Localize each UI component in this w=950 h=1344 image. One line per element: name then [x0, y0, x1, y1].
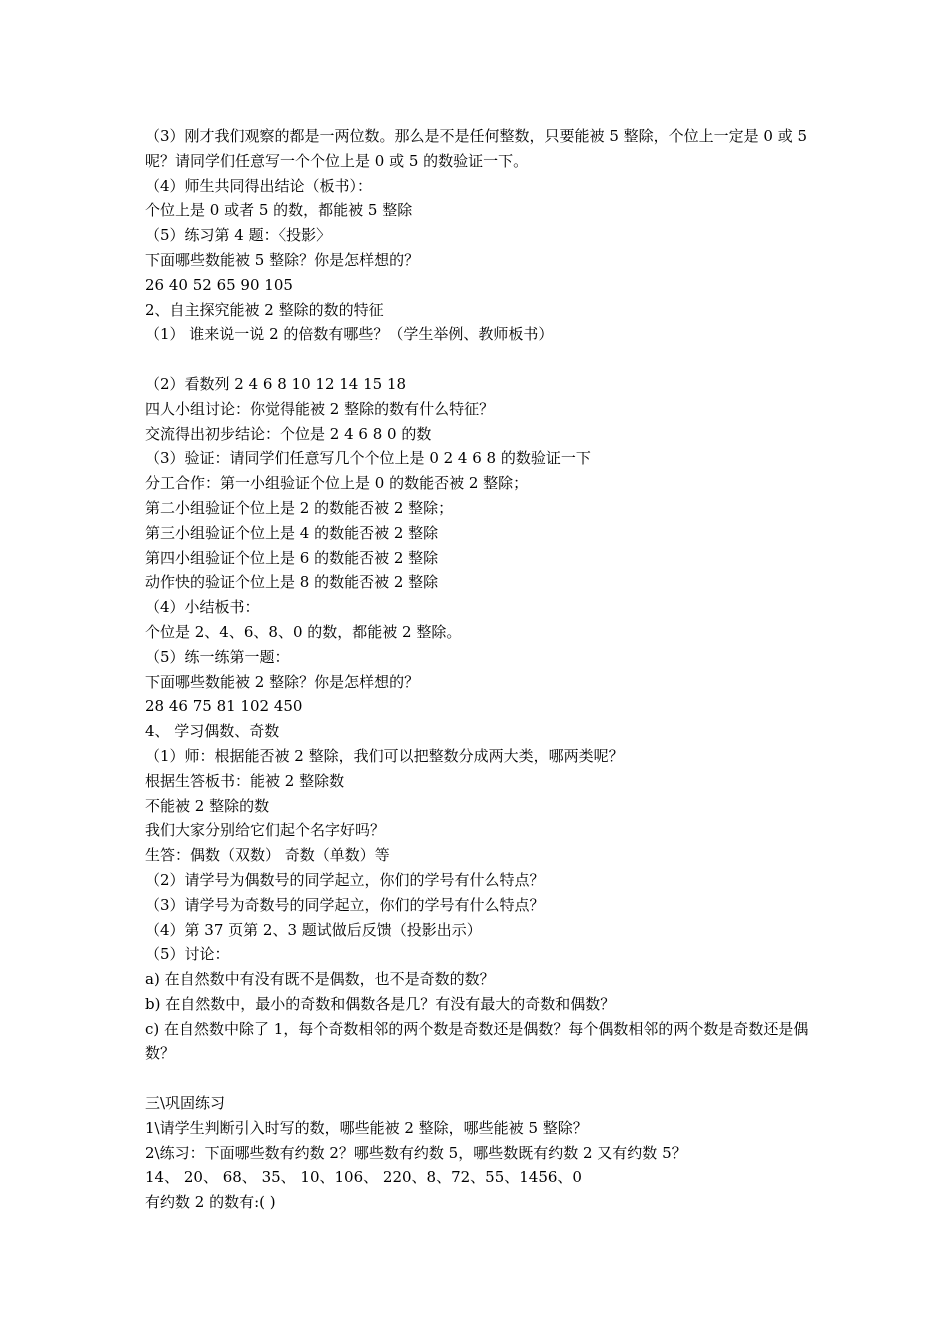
paragraph: （5）练习第 4 题：〈投影〉 [145, 226, 332, 245]
paragraph: （4）师生共同得出结论（板书）： [145, 176, 373, 195]
paragraph: 个位上是 0 或者 5 的数，都能被 5 整除 [145, 201, 413, 220]
paragraph: （2）请学号为偶数号的同学起立，你们的学号有什么特点？ [145, 870, 545, 889]
paragraph: （1） 谁来说一说 2 的倍数有哪些？（学生举例、教师板书） [145, 325, 554, 344]
paragraph: 1\请学生判断引入时写的数，哪些能被 2 整除，哪些能被 5 整除？ [145, 1118, 588, 1137]
paragraph: （3）验证：请同学们任意写几个个位上是 0 2 4 6 8 的数验证一下 [145, 449, 591, 468]
paragraph: 第三小组验证个位上是 4 的数能否被 2 整除 [145, 523, 439, 542]
paragraph: a) 在自然数中有没有既不是偶数，也不是奇数的数？ [145, 970, 495, 989]
paragraph: 我们大家分别给它们起个名字好吗？ [145, 821, 386, 840]
paragraph: 四人小组讨论：你觉得能被 2 整除的数有什么特征？ [145, 399, 495, 418]
paragraph: （3）请学号为奇数号的同学起立，你们的学号有什么特点？ [145, 895, 545, 914]
paragraph: 第四小组验证个位上是 6 的数能否被 2 整除 [145, 548, 439, 567]
paragraph: b) 在自然数中，最小的奇数和偶数各是几？有没有最大的奇数和偶数？ [145, 994, 616, 1013]
section-heading: 2、自主探究能被 2 整除的数的特征 [145, 300, 384, 319]
paragraph: 下面哪些数能被 5 整除？你是怎样想的？ [145, 250, 420, 269]
paragraph: （2）看数列 2 4 6 8 10 12 14 15 18 [145, 374, 407, 393]
paragraph: （4）第 37 页第 2、3 题试做后反馈（投影出示） [145, 920, 482, 939]
paragraph: （5）讨论： [145, 945, 230, 964]
paragraph: 有约数 2 的数有:( ) [145, 1193, 276, 1212]
paragraph: （3）刚才我们观察的都是一两位数。那么是不是任何整数，只要能被 5 整除，个位上一定是 0 或 5 呢？请同学们任意写一个个位上是 0 或 5 的数验证一下。 [145, 127, 808, 170]
paragraph: 分工合作：第一小组验证个位上是 0 的数能否被 2 整除； [145, 474, 529, 493]
section-heading: 三\巩固练习 [145, 1094, 226, 1113]
paragraph: 28 46 75 81 102 450 [145, 697, 303, 716]
paragraph: （4）小结板书： [145, 598, 260, 617]
paragraph: 14、 20、 68、 35、 10、106、 220、8、72、55、1456、0 [145, 1168, 582, 1187]
paragraph: 第二小组验证个位上是 2 的数能否被 2 整除； [145, 498, 454, 517]
paragraph: 个位是 2、4、6、8、0 的数，都能被 2 整除。 [145, 622, 462, 641]
blank-line [145, 347, 815, 372]
paragraph: 交流得出初步结论：个位是 2 4 6 8 0 的数 [145, 424, 432, 443]
paragraph: c) 在自然数中除了 1，每个奇数相邻的两个数是奇数还是偶数？每个偶数相邻的两个数是奇数还是偶数？ [145, 1019, 809, 1063]
paragraph: 下面哪些数能被 2 整除？你是怎样想的？ [145, 672, 420, 691]
paragraph: 不能被 2 整除的数 [145, 796, 270, 815]
paragraph: 生答：偶数（双数） 奇数（单数）等 [145, 846, 390, 865]
paragraph: 根据生答板书：能被 2 整除数 [145, 771, 345, 790]
document-body [145, 124, 815, 1215]
blank-line [145, 1066, 815, 1091]
paragraph: （5）练一练第一题： [145, 647, 290, 666]
section-heading: 4、 学习偶数、奇数 [145, 722, 280, 741]
paragraph: 2\练习：下面哪些数有约数 2？哪些数有约数 5，哪些数既有约数 2 又有约数 5？ [145, 1143, 687, 1162]
paragraph: 26 40 52 65 90 105 [145, 275, 293, 294]
paragraph: （1）师：根据能否被 2 整除，我们可以把整数分成两大类，哪两类呢？ [145, 746, 624, 765]
paragraph: 动作快的验证个位上是 8 的数能否被 2 整除 [145, 573, 439, 592]
